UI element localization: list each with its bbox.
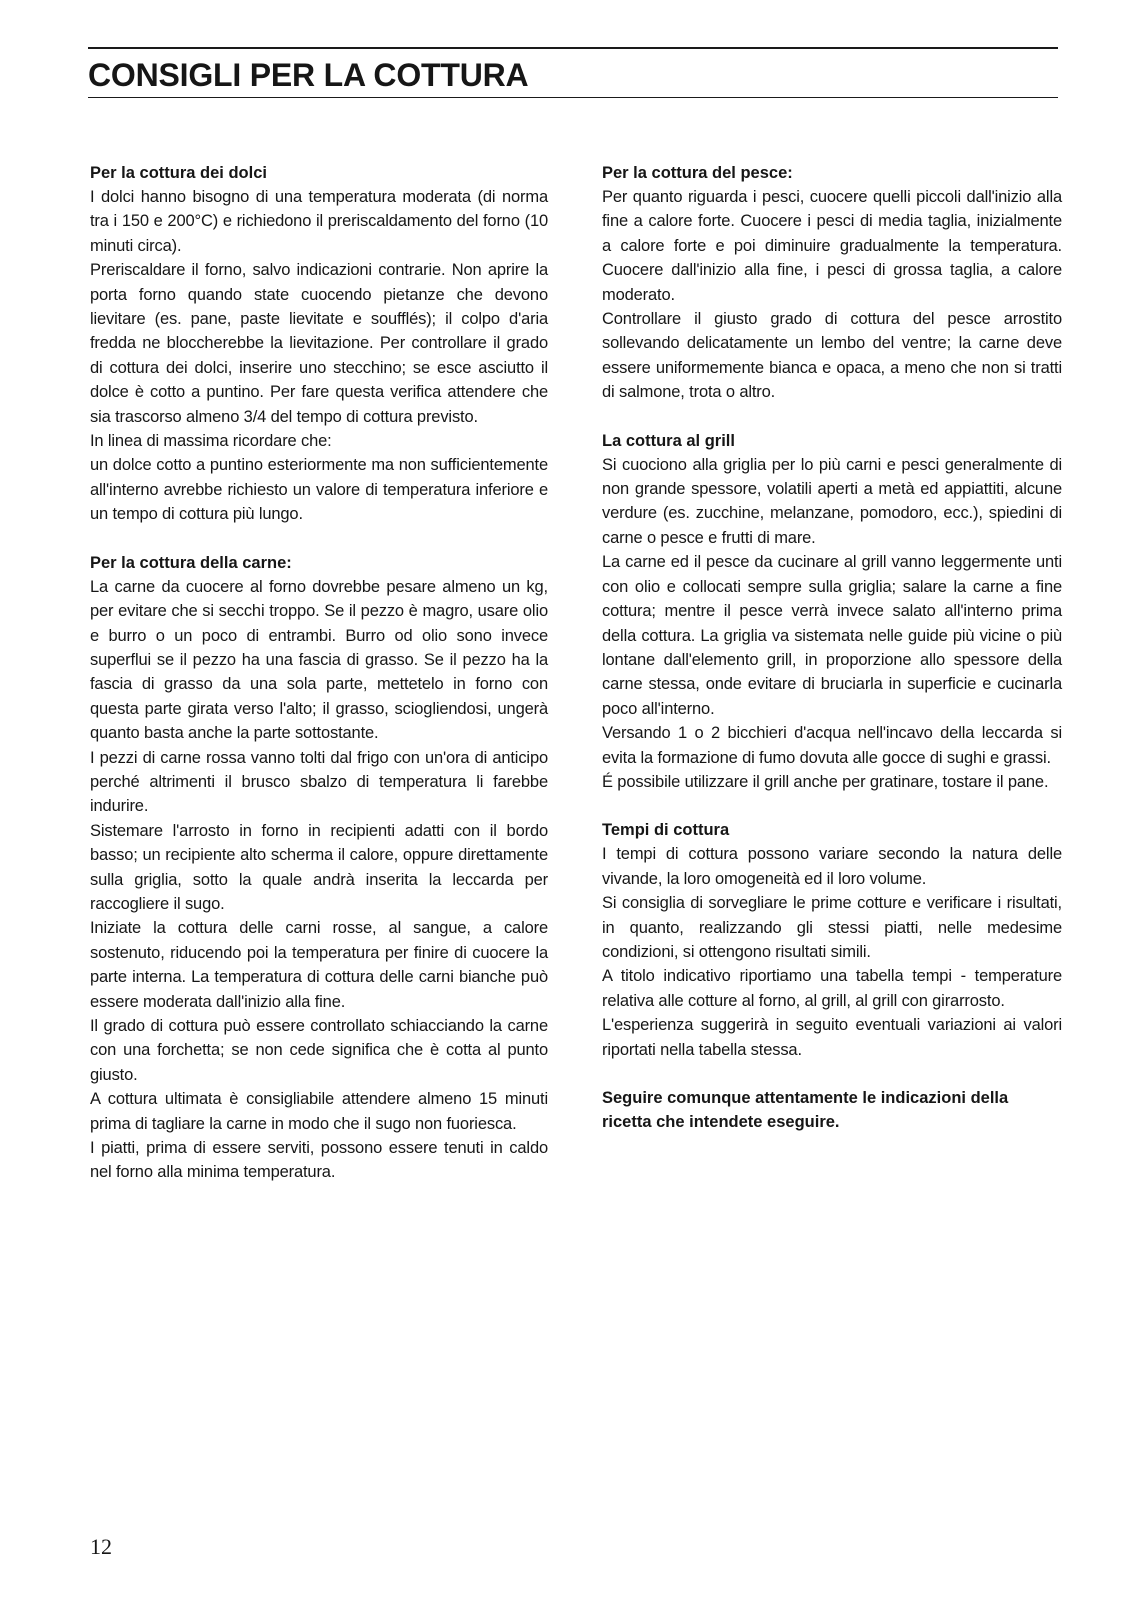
recipe-note: Seguire comunque attentamente le indicazioni della ricetta che intendete eseguire. [602,1089,1009,1132]
section-tempi [602,818,1062,1062]
left-column [90,161,548,1185]
paragraph: Iniziate la cottura delle carni rosse, al sangue, a calore sostenuto, riducendo poi la temperatura per finire di cuocere la parte interna. La temperatura di cottura delle carni bianche può essere moderata dall'inizio alla fine. [90,919,548,1011]
paragraph: A titolo indicativo riportiamo una tabella tempi - temperature relativa alle cotture al forno, al grill, al grill con girarrosto. [602,967,1062,1010]
paragraph: un dolce cotto a puntino esteriormente ma non sufficientemente all'interno avrebbe richiesto un valore di temperatura inferiore e un tempo di cottura più lungo. [90,456,548,524]
paragraph: I piatti, prima di essere serviti, possono essere tenuti in caldo nel forno alla minima temperatura. [90,1139,548,1182]
section-heading: Per la cottura dei dolci [90,164,267,182]
paragraph: Per quanto riguarda i pesci, cuocere quelli piccoli dall'inizio alla fine a calore forte. Cuocere i pesci di media taglia, inizialmente a calore forte e poi diminuire gradualmente la temperatura. Cuocere dall'inizio alla fine, i pesci di grossa taglia, a calore moderato. [602,188,1062,304]
section-heading: Per la cottura della carne: [90,553,292,572]
paragraph: La carne da cuocere al forno dovrebbe pesare almeno un kg, per evitare che si secchi troppo. Se il pezzo è magro, usare olio e burro o un poco di entrambi. Burro od olio sono invece superflui se il pezzo ha una fascia di grasso. Se il pezzo ha la fascia di grasso da una sola parte, mettetelo in forno con questa parte girata verso l'alto; il grasso, sciogliendosi, ungerà quanto basta anche la parte sottostante. [90,577,548,743]
paragraph: I tempi di cottura possono variare secondo la natura delle vivande, la loro omogeneità ed il loro volume. [602,845,1062,888]
paragraph: Controllare il giusto grado di cottura del pesce arrostito sollevando delicatamente un lembo del ventre; la carne deve essere uniformemente bianca e opaca, a meno che non si tratti di salmone, trota o altro. [602,310,1062,402]
right-column [602,161,1062,1135]
paragraph: L'esperienza suggerirà in seguito eventuali variazioni ai valori riportati nella tabella stessa. [602,1016,1062,1059]
paragraph: A cottura ultimata è consigliabile attendere almeno 15 minuti prima di tagliare la carne in modo che il sugo non fuoriesca. [90,1090,548,1133]
title-rule-bottom [88,97,1058,98]
section-carne [90,551,548,1185]
paragraph: Sistemare l'arrosto in forno in recipienti adatti con il bordo basso; un recipiente alto scherma il calore, oppure direttamente sulla griglia, sotto la quale andrà inserita la leccarda per raccogliere il sugo. [90,821,548,913]
paragraph: Si consiglia di sorvegliare le prime cotture e verificare i risultati, in quanto, realizzando gli stessi piatti, nelle medesime condizioni, si ottengono risultati simili. [602,894,1062,961]
section-dolci [90,161,548,527]
section-heading: Per la cottura del pesce: [602,164,793,182]
paragraph: É possibile utilizzare il grill anche per gratinare, tostare il pane. [602,772,1049,791]
section-heading: Tempi di cottura [602,821,730,840]
section-pesce [602,161,1062,405]
section-grill [602,429,1062,795]
section-note [602,1086,1062,1135]
paragraph: Versando 1 o 2 bicchieri d'acqua nell'incavo della leccarda si evita la formazione di fumo dovuta alle gocce di sughi e grassi. [602,724,1062,767]
paragraph: Il grado di cottura può essere controllato schiacciando la carne con una forchetta; se non cede significa che è cotta al punto giusto. [90,1017,548,1084]
paragraph: In linea di massima ricordare che: [90,432,332,451]
page-title: CONSIGLI PER LA COTTURA [88,57,529,93]
section-heading: La cottura al grill [602,431,735,450]
title-rule-top [88,47,1058,49]
page-number: 12 [90,1534,112,1559]
paragraph: La carne ed il pesce da cucinare al grill vanno leggermente unti con olio e collocati sempre sulla griglia; salare la carne a fine cottura; mentre il pesce verrà invece salato all'interno prima della cottura. La griglia va sistemata nelle guide più vicine o più lontane dall'elemento grill, in proporzione allo spessore della carne stessa, onde evitare di bruciarla in superficie e cucinarla poco all'interno. [602,553,1062,718]
paragraph: I pezzi di carne rossa vanno tolti dal frigo con un'ora di anticipo perché altrimenti il brusco sbalzo di temperatura li farebbe indurire. [90,748,548,816]
paragraph: Preriscaldare il forno, salvo indicazioni contrarie. Non aprire la porta forno quando state cuocendo pietanze che devono lievitare (es. pane, paste lievitate e soufflés); il colpo d'aria fredda ne bloccherebbe la lievitazione. Per controllare il grado di cottura dei dolci, inserire uno stecchino; se esce asciutto il dolce è cotto a puntino. Per fare questa verifica attendere che sia trascorso almeno 3/4 del tempo di cottura previsto. [90,261,548,426]
paragraph: I dolci hanno bisogno di una temperatura moderata (di norma tra i 150 e 200°C) e richiedono il preriscaldamento del forno (10 minuti circa). [90,188,548,255]
paragraph: Si cuociono alla griglia per lo più carni e pesci generalmente di non grande spessore, volatili aperti a metà ed appiattiti, alcune verdure (es. zucchine, melanzane, pomodoro, ecc.), spiedini di carne o pesce e frutti di mare. [602,455,1062,547]
